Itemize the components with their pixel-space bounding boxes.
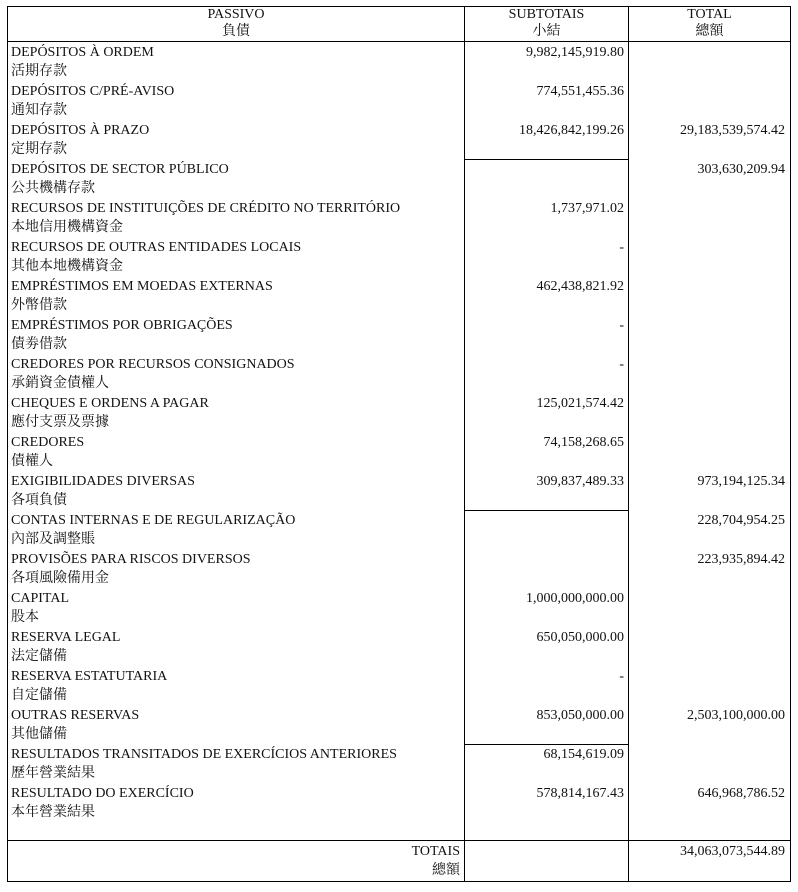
row-subtotal: 68,154,619.09 <box>543 747 624 762</box>
row-total: 2,503,100,000.00 <box>687 708 785 723</box>
row-subtotal: 125,021,574.42 <box>536 396 624 411</box>
row-subtotal: 853,050,000.00 <box>536 708 624 723</box>
table-row <box>0 783 798 822</box>
row-total: 228,704,954.25 <box>697 513 785 528</box>
row-total: 223,935,894.42 <box>697 552 785 567</box>
row-label-pt: PROVISÕES PARA RISCOS DIVERSOS <box>11 552 251 567</box>
totals-label <box>300 842 460 880</box>
table-row <box>0 198 798 237</box>
row-subtotal: - <box>619 357 624 372</box>
row-label-pt: RESERVA LEGAL <box>11 630 121 645</box>
row-total: 303,630,209.94 <box>697 162 785 177</box>
header-subtotais-label: SUBTOTAIS <box>508 7 585 22</box>
table-row <box>0 276 798 315</box>
header-total-label: TOTAL <box>687 7 732 22</box>
row-label-zh: 其他儲備 <box>11 727 67 742</box>
row-label-pt: DEPÓSITOS À ORDEM <box>11 45 154 60</box>
row-label-zh: 其他本地機構資金 <box>11 259 123 274</box>
table-row <box>0 588 798 627</box>
table-row <box>0 705 798 744</box>
totals-label-zh: 總額 <box>432 863 460 878</box>
row-subtotal: 74,158,268.65 <box>543 435 624 450</box>
row-label-pt: DEPÓSITOS C/PRÉ-AVISO <box>11 84 175 99</box>
table-row <box>0 510 798 549</box>
row-label-pt: RESERVA ESTATUTARIA <box>11 669 168 684</box>
row-label-zh: 通知存款 <box>11 103 67 118</box>
row-label-pt: EMPRÉSTIMOS POR OBRIGAÇÕES <box>11 318 233 333</box>
row-subtotal: 578,814,167.43 <box>536 786 624 801</box>
header-passivo-label-zh: 負債 <box>222 24 250 39</box>
row-subtotal: 9,982,145,919.80 <box>526 45 624 60</box>
table-row <box>0 120 798 159</box>
row-total: 29,183,539,574.42 <box>680 123 785 138</box>
row-label-pt: CAPITAL <box>11 591 69 606</box>
row-label-pt: EXIGIBILIDADES DIVERSAS <box>11 474 195 489</box>
row-label-zh: 歷年營業結果 <box>11 766 95 781</box>
header-subtotais <box>465 6 628 40</box>
row-subtotal: 18,426,842,199.26 <box>519 123 624 138</box>
row-label-zh: 本地信用機構資金 <box>11 220 123 235</box>
row-total: 973,194,125.34 <box>697 474 785 489</box>
table-row <box>0 666 798 705</box>
row-subtotal: 309,837,489.33 <box>536 474 624 489</box>
table-row <box>0 432 798 471</box>
header-subtotais-label-zh: 小結 <box>532 24 561 39</box>
row-label-pt: RESULTADO DO EXERCÍCIO <box>11 786 194 801</box>
row-label-zh: 內部及調整賬 <box>11 532 95 547</box>
row-label-zh: 股本 <box>11 610 39 625</box>
header-passivo-label: PASSIVO <box>207 7 265 22</box>
row-label-zh: 本年營業結果 <box>11 805 95 820</box>
frame-bottom <box>7 881 791 882</box>
row-label-pt: RECURSOS DE INSTITUIÇÕES DE CRÉDITO NO TERRITÓRIO <box>11 201 401 216</box>
header-total <box>629 6 790 40</box>
row-label-zh: 應付支票及票據 <box>11 415 109 430</box>
row-label-zh: 公共機構存款 <box>11 181 95 196</box>
row-label-pt: CREDORES POR RECURSOS CONSIGNADOS <box>11 357 295 372</box>
row-total: 646,968,786.52 <box>697 786 785 801</box>
header-passivo <box>8 6 464 40</box>
row-label-pt: OUTRAS RESERVAS <box>11 708 140 723</box>
row-subtotal: 1,737,971.02 <box>550 201 624 216</box>
row-label-zh: 債劵借款 <box>11 337 67 352</box>
row-label-pt: DEPÓSITOS DE SECTOR PÚBLICO <box>11 162 229 177</box>
row-subtotal: 774,551,455.36 <box>536 84 624 99</box>
table-row <box>0 81 798 120</box>
row-subtotal: 462,438,821.92 <box>536 279 624 294</box>
table-row <box>0 627 798 666</box>
totals-value: 34,063,073,544.89 <box>680 844 785 859</box>
row-label-pt: DEPÓSITOS À PRAZO <box>11 123 150 138</box>
row-label-zh: 自定儲備 <box>11 688 67 703</box>
table-row <box>0 159 798 198</box>
row-label-pt: RESULTADOS TRANSITADOS DE EXERCÍCIOS ANTERIORES <box>11 747 397 762</box>
table-row <box>0 471 798 510</box>
table-row <box>0 315 798 354</box>
row-label-zh: 定期存款 <box>11 142 67 157</box>
row-label-zh: 法定儲備 <box>11 649 67 664</box>
table-row <box>0 744 798 783</box>
table-row <box>0 354 798 393</box>
totals-label-pt: TOTAIS <box>411 844 460 859</box>
table-row <box>0 549 798 588</box>
row-subtotal: 1,000,000,000.00 <box>526 591 624 606</box>
row-label-zh: 活期存款 <box>11 64 67 79</box>
row-label-zh: 各項負債 <box>11 493 67 508</box>
row-label-zh: 各項風險備用金 <box>11 571 109 586</box>
header-total-label-zh: 總額 <box>695 24 724 39</box>
table-row <box>0 42 798 81</box>
row-subtotal: - <box>619 240 624 255</box>
row-subtotal: - <box>619 318 624 333</box>
row-subtotal: - <box>619 669 624 684</box>
row-label-pt: CREDORES <box>11 435 85 450</box>
table-row <box>0 237 798 276</box>
row-label-zh: 外幣借款 <box>11 298 67 313</box>
table-row <box>0 393 798 432</box>
row-label-zh: 承銷資金債權人 <box>11 376 109 391</box>
row-label-pt: CONTAS INTERNAS E DE REGULARIZAÇÃO <box>11 513 296 528</box>
totals-separator <box>7 840 791 841</box>
row-label-pt: EMPRÉSTIMOS EM MOEDAS EXTERNAS <box>11 279 273 294</box>
row-label-zh: 債權人 <box>11 454 53 469</box>
row-subtotal: 650,050,000.00 <box>536 630 624 645</box>
row-label-pt: CHEQUES E ORDENS A PAGAR <box>11 396 209 411</box>
row-label-pt: RECURSOS DE OUTRAS ENTIDADES LOCAIS <box>11 240 302 255</box>
